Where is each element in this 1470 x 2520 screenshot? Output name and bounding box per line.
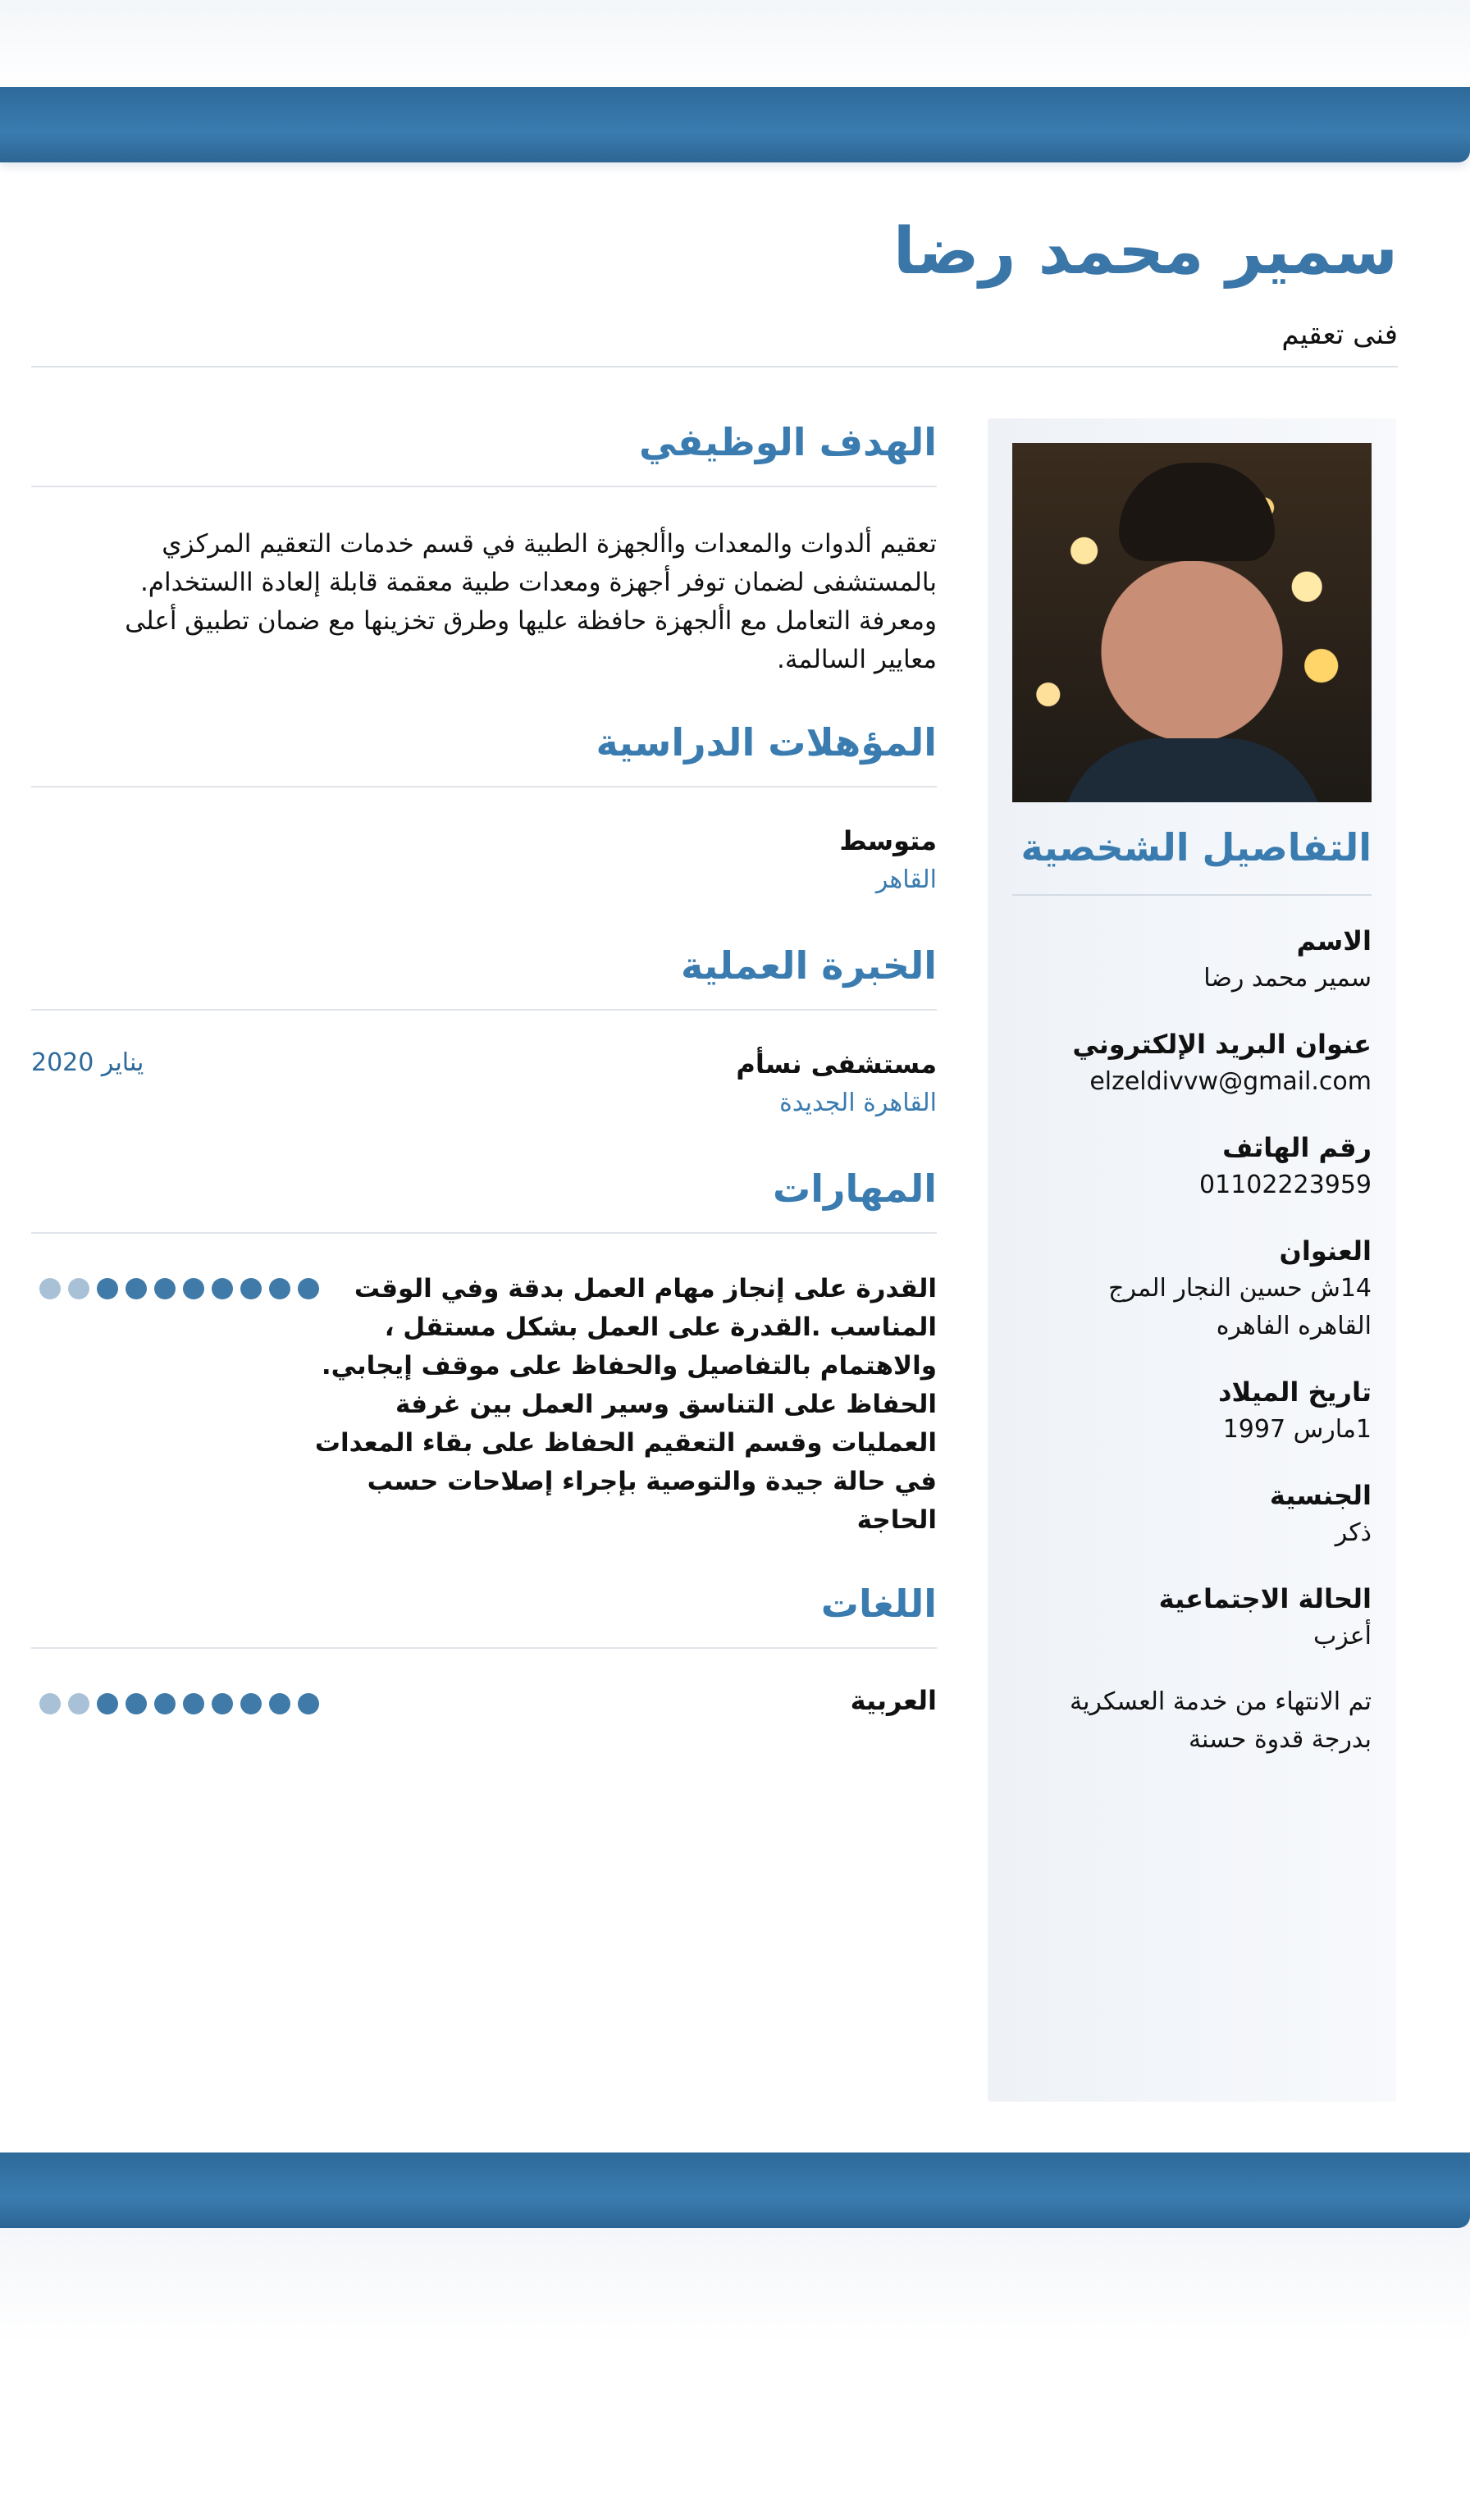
rating-dot-filled	[212, 1278, 233, 1299]
objective-heading: الهدف الوظيفي	[638, 420, 937, 464]
photo-hair-shape	[1119, 463, 1275, 561]
experience-heading: الخبرة العملية	[680, 943, 937, 988]
field-name	[1012, 922, 1372, 998]
experience-location: القاهرة الجديدة	[779, 1089, 937, 1117]
rating-dot-filled	[269, 1278, 290, 1299]
bottom-footer-band	[0, 2152, 1470, 2228]
experience-date: يناير 2020	[31, 1048, 144, 1077]
field-email	[1012, 1025, 1372, 1101]
languages-divider	[31, 1647, 937, 1649]
education-divider	[31, 786, 937, 788]
objective-text: تعقيم ألدوات والمعدات واألجهزة الطبية في قسم خدمات التعقيم المركزي بالمستشفى لضمان توفر أجهزة ومعدات طبية معقمة قابلة إلعادة االستخدام. ومعرفة التعامل مع األجهزة حافظة عليها وطرق تخزينها مع ضمان تطبيق أعلى معايير السالمة.	[125, 529, 937, 674]
name-value: سمير محمد رضا	[1203, 964, 1372, 993]
objective-divider	[31, 486, 937, 487]
skill-description: القدرة على إنجاز مهام العمل بدقة وفي الوقت المناسب .القدرة على العمل بشكل مستقل ، والاهتمام بالتفاصيل والحفاظ على موقف إيجابي. الحفاظ على التناسق وسير العمل بين غرفة العمليات وقسم التعقيم الحفاظ على بقاء المعدات في حالة جيدة والتوصية بإجراء إصلاحات حسب الحاجة	[314, 1274, 937, 1535]
rating-dot-filled	[240, 1693, 262, 1714]
skill-rating	[39, 1278, 319, 1299]
education-heading: المؤهلات الدراسية	[596, 720, 937, 765]
rating-dot-filled	[212, 1693, 233, 1714]
email-label: عنوان البريد الإلكتروني	[1072, 1029, 1372, 1060]
rating-dot-filled	[126, 1693, 147, 1714]
address-line-2: القاهره الفاهره	[1216, 1312, 1372, 1340]
rating-dot-filled	[183, 1278, 204, 1299]
birth-date-value: 1مارس 1997	[1222, 1415, 1372, 1444]
skills-heading: المهارات	[773, 1166, 937, 1211]
military-service-line-1: تم الانتهاء من خدمة العسكرية	[1070, 1687, 1372, 1716]
rating-dot-filled	[183, 1693, 204, 1714]
address-line-1: 14ش حسين النجار المرج	[1108, 1274, 1372, 1303]
field-phone	[1012, 1129, 1372, 1204]
birth-date-label: تاريخ الميلاد	[1218, 1376, 1372, 1408]
language-name: العربية	[850, 1685, 937, 1716]
bottom-background	[0, 2228, 1470, 2520]
rating-dot-empty	[68, 1278, 89, 1299]
rating-dot-filled	[97, 1278, 118, 1299]
address-label: العنوان	[1279, 1235, 1372, 1267]
header-divider	[31, 366, 1398, 368]
rating-dot-filled	[126, 1278, 147, 1299]
top-header-band	[0, 87, 1470, 162]
experience-divider	[31, 1009, 937, 1011]
rating-dot-empty	[39, 1278, 61, 1299]
gender-value: ذكر	[1335, 1518, 1372, 1547]
personal-details-panel	[988, 418, 1396, 2102]
email-value: elzeldivvw@gmail.com	[1089, 1067, 1372, 1096]
military-service-line-2: بدرجة قدوة حسنة	[1188, 1725, 1372, 1754]
marital-status-label: الحالة الاجتماعية	[1158, 1583, 1372, 1614]
field-birth-date	[1012, 1373, 1372, 1449]
phone-value: 01102223959	[1199, 1171, 1372, 1199]
rating-dot-empty	[39, 1693, 61, 1714]
education-place: القاهر	[875, 865, 937, 894]
personal-details-divider	[1012, 894, 1372, 896]
profile-photo	[1012, 443, 1372, 802]
education-degree: متوسط	[839, 825, 937, 856]
rating-dot-filled	[154, 1278, 176, 1299]
rating-dot-filled	[97, 1693, 118, 1714]
name-label: الاسم	[1296, 925, 1372, 956]
skills-divider	[31, 1232, 937, 1234]
languages-heading: اللغات	[820, 1582, 937, 1626]
phone-label: رقم الهاتف	[1222, 1132, 1372, 1163]
top-background	[0, 0, 1470, 87]
rating-dot-empty	[68, 1693, 89, 1714]
marital-status-value: أعزب	[1312, 1622, 1372, 1650]
language-rating	[39, 1693, 319, 1714]
field-address	[1012, 1232, 1372, 1345]
experience-company: مستشفى نسأم	[736, 1048, 937, 1080]
job-title: فنى تعقيم	[1281, 318, 1398, 351]
field-marital-status	[1012, 1580, 1372, 1655]
personal-details-heading: التفاصيل الشخصية	[1020, 825, 1372, 870]
photo-shirt-shape	[1061, 738, 1324, 802]
rating-dot-filled	[298, 1693, 319, 1714]
rating-dot-filled	[298, 1278, 319, 1299]
field-gender	[1012, 1477, 1372, 1552]
rating-dot-filled	[269, 1693, 290, 1714]
candidate-name: سمير محمد رضا	[892, 215, 1398, 289]
gender-label: الجنسية	[1269, 1480, 1372, 1511]
rating-dot-filled	[154, 1693, 176, 1714]
rating-dot-filled	[240, 1278, 262, 1299]
field-military-service	[1012, 1683, 1372, 1759]
